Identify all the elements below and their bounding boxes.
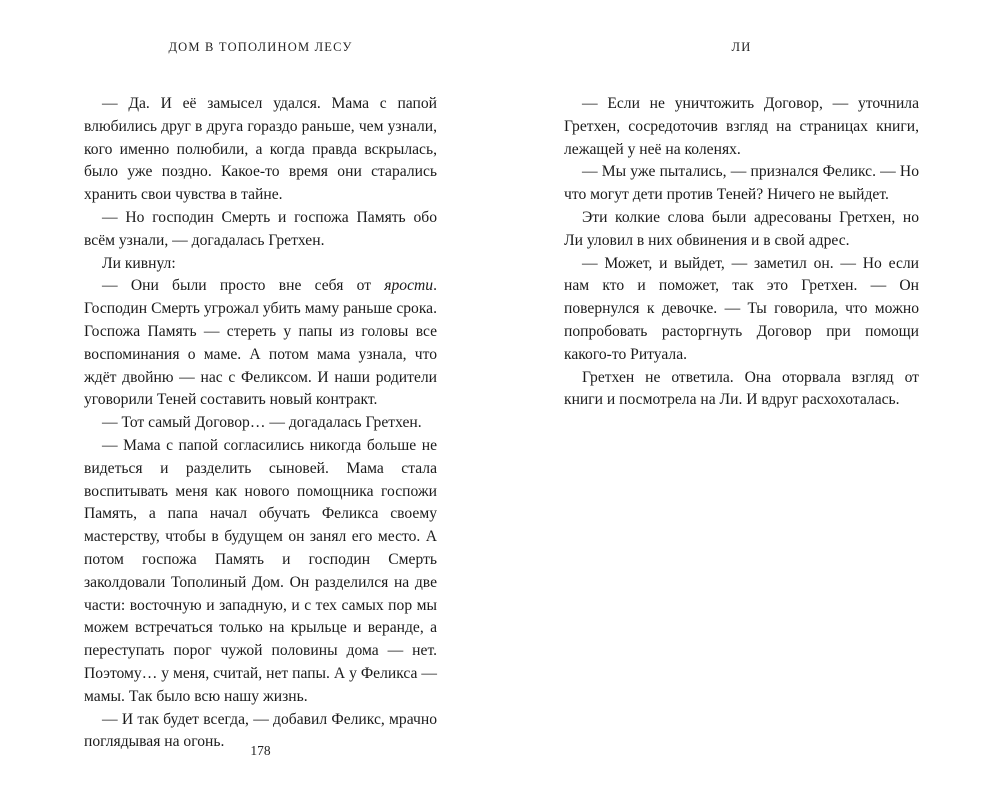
paragraph: Эти колкие слова были адресованы Гретхен, но Ли уловил в них обвинения и в свой адрес. [564,208,919,249]
paragraph-fury [84,275,437,412]
paragraph: Гретхен не ответила. Она оторвала взгляд от книги и посмотрела на Ли. И вдруг расхохоталась. [564,368,919,409]
page-number: 178 [250,743,271,758]
paragraph: — Тот самый Договор… — догадалась Гретхен. [102,414,422,432]
right-page-text [564,93,919,412]
paragraph: Ли кивнул: [102,254,176,272]
paragraph: — Мама с папой согласились никогда больше не видеться и разделить сыновей. Мама стала воспитывать меня как нового помощника госпожи Память, а папа начал обучать Феликса своему мастерству, чтобы в будущем он занял его место. А потом госпожа Память и господин Смерть заколдовали Тополиный Дом. Он разделился на две части: восточную и западную, и с тех самых пор мы можем встречаться только на крыльце и веранде, а переступать порог чужой половины дома — нет. Поэтому… у меня, считай, нет папы. А у Феликса — мамы. Так было всю нашу жизнь. [84,436,437,705]
paragraph: — Мы уже пытались, — признался Феликс. — Но что могут дети против Теней? Ничего не выйдет. [564,163,919,204]
paragraph: — Может, и выйдет, — заметил он. — Но если нам кто и поможет, так это Гретхен. — Он повернулся к девочке. — Ты говорила, что можно попробовать расторгнуть Договор при помощи какого-то Ритуала. [564,254,919,363]
paragraph: — Если не уничтожить Договор, — уточнила Гретхен, сосредоточив взгляд на страницах книги, лежащей у неё на коленях. [564,95,919,158]
left-running-head: ДОМ В ТОПОЛИНОМ ЛЕСУ [168,40,353,54]
paragraph-fury-end: . Господин Смерть угрожал убить маму раньше срока. Госпожа Память — стереть у папы из головы все воспоминания о маме. А потом мама узнала, что ждёт двойню — нас с Феликсом. И наши родители уговорили Теней составить новый контракт. [84,277,437,409]
left-page [84,0,437,800]
paragraph-fury-start: — Они были просто вне себя от [102,277,385,295]
italic-word: ярости [384,277,434,295]
right-page [564,0,919,800]
right-running-head: ЛИ [731,40,752,54]
paragraph: — Но господин Смерть и госпожа Память обо всём узнали, — догадалась Гретхен. [84,208,437,249]
left-page-text [84,93,437,754]
paragraph: — Да. И её замысел удался. Мама с папой влюбились друг в друга гораздо раньше, чем узнали, кого именно полюбили, а когда правда вскрылась, было уже поздно. Какое-то время они старались хранить свои чувства в тайне. [84,95,437,204]
paragraph: — И так будет всегда, — добавил Феликс, мрачно поглядывая на огонь. [84,710,437,751]
